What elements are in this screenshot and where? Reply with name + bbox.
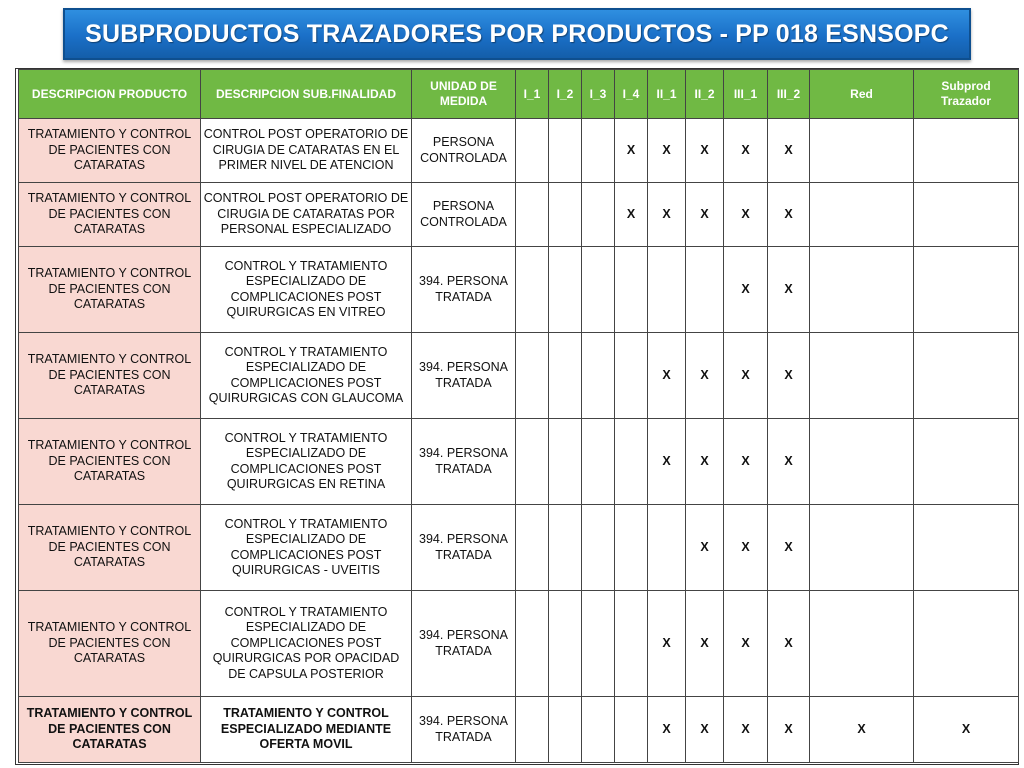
cell-unidad-medida: 394. PERSONA TRATADA (412, 505, 516, 591)
table-row (19, 333, 1019, 419)
header-descripcion-producto: DESCRIPCION PRODUCTO (19, 70, 201, 119)
cell-unidad-medida: 394. PERSONA TRATADA (412, 697, 516, 763)
cell-descripcion-producto: TRATAMIENTO Y CONTROL DE PACIENTES CON CATARATAS (19, 247, 201, 333)
cell-subprod-trazador (914, 333, 1019, 419)
cell-i-3 (582, 697, 615, 763)
cell-descripcion-subfinalidad: CONTROL Y TRATAMIENTO ESPECIALIZADO DE COMPLICACIONES POST QUIRURGICAS CON GLAUCOMA (201, 333, 412, 419)
cell-i-1 (516, 119, 549, 183)
cell-iii-2: X (768, 419, 810, 505)
cell-ii-2 (686, 247, 724, 333)
cell-iii-1: X (724, 183, 768, 247)
cell-descripcion-subfinalidad: CONTROL POST OPERATORIO DE CIRUGIA DE CATARATAS EN EL PRIMER NIVEL DE ATENCION (201, 119, 412, 183)
cell-i-4 (615, 419, 648, 505)
cell-i-2 (549, 505, 582, 591)
cell-ii-2: X (686, 697, 724, 763)
header-i-1: I_1 (516, 70, 549, 119)
cell-i-2 (549, 183, 582, 247)
cell-iii-2: X (768, 505, 810, 591)
cell-i-3 (582, 247, 615, 333)
cell-i-4: X (615, 119, 648, 183)
cell-iii-1: X (724, 247, 768, 333)
cell-ii-1: X (648, 119, 686, 183)
subproducts-table (18, 69, 1019, 763)
cell-i-2 (549, 119, 582, 183)
cell-descripcion-subfinalidad: CONTROL Y TRATAMIENTO ESPECIALIZADO DE COMPLICACIONES POST QUIRURGICAS EN RETINA (201, 419, 412, 505)
cell-i-4 (615, 591, 648, 697)
title-banner (63, 8, 971, 60)
cell-i-4 (615, 697, 648, 763)
cell-red: X (810, 697, 914, 763)
cell-descripcion-producto: TRATAMIENTO Y CONTROL DE PACIENTES CON CATARATAS (19, 505, 201, 591)
cell-ii-1: X (648, 183, 686, 247)
cell-unidad-medida: 394. PERSONA TRATADA (412, 419, 516, 505)
cell-ii-1 (648, 505, 686, 591)
cell-iii-1: X (724, 119, 768, 183)
cell-red (810, 419, 914, 505)
table-body (19, 119, 1019, 763)
cell-unidad-medida: 394. PERSONA TRATADA (412, 247, 516, 333)
cell-i-1 (516, 333, 549, 419)
cell-subprod-trazador (914, 505, 1019, 591)
cell-iii-1: X (724, 419, 768, 505)
cell-i-3 (582, 119, 615, 183)
cell-i-3 (582, 505, 615, 591)
header-iii-1: III_1 (724, 70, 768, 119)
cell-unidad-medida: 394. PERSONA TRATADA (412, 333, 516, 419)
cell-subprod-trazador: X (914, 697, 1019, 763)
table-row (19, 697, 1019, 763)
cell-descripcion-producto: TRATAMIENTO Y CONTROL DE PACIENTES CON CATARATAS (19, 119, 201, 183)
header-i-4: I_4 (615, 70, 648, 119)
header-ii-1: II_1 (648, 70, 686, 119)
table-row (19, 591, 1019, 697)
table-row (19, 247, 1019, 333)
cell-i-1 (516, 183, 549, 247)
cell-ii-1: X (648, 419, 686, 505)
cell-ii-1: X (648, 333, 686, 419)
cell-descripcion-subfinalidad: TRATAMIENTO Y CONTROL ESPECIALIZADO MEDIANTE OFERTA MOVIL (201, 697, 412, 763)
cell-i-3 (582, 333, 615, 419)
cell-red (810, 505, 914, 591)
header-descripcion-subfinalidad: DESCRIPCION SUB.FINALIDAD (201, 70, 412, 119)
cell-red (810, 591, 914, 697)
cell-i-4 (615, 247, 648, 333)
cell-i-2 (549, 247, 582, 333)
cell-unidad-medida: 394. PERSONA TRATADA (412, 591, 516, 697)
cell-ii-2: X (686, 591, 724, 697)
cell-iii-2: X (768, 247, 810, 333)
cell-red (810, 183, 914, 247)
header-i-3: I_3 (582, 70, 615, 119)
cell-iii-2: X (768, 591, 810, 697)
cell-descripcion-producto: TRATAMIENTO Y CONTROL DE PACIENTES CON CATARATAS (19, 183, 201, 247)
header-i-2: I_2 (549, 70, 582, 119)
cell-ii-2: X (686, 419, 724, 505)
cell-unidad-medida: PERSONA CONTROLADA (412, 183, 516, 247)
table-row (19, 183, 1019, 247)
header-unidad-medida: UNIDAD DE MEDIDA (412, 70, 516, 119)
cell-i-3 (582, 419, 615, 505)
cell-descripcion-subfinalidad: CONTROL Y TRATAMIENTO ESPECIALIZADO DE COMPLICACIONES POST QUIRURGICAS POR OPACIDAD DE CAPSULA POSTERIOR (201, 591, 412, 697)
header-ii-2: II_2 (686, 70, 724, 119)
cell-i-2 (549, 333, 582, 419)
cell-ii-2: X (686, 119, 724, 183)
cell-iii-1: X (724, 591, 768, 697)
cell-ii-2: X (686, 333, 724, 419)
header-iii-2: III_2 (768, 70, 810, 119)
cell-i-2 (549, 697, 582, 763)
table-row (19, 119, 1019, 183)
cell-descripcion-subfinalidad: CONTROL Y TRATAMIENTO ESPECIALIZADO DE COMPLICACIONES POST QUIRURGICAS EN VITREO (201, 247, 412, 333)
cell-red (810, 247, 914, 333)
cell-descripcion-subfinalidad: CONTROL Y TRATAMIENTO ESPECIALIZADO DE COMPLICACIONES POST QUIRURGICAS - UVEITIS (201, 505, 412, 591)
cell-i-4 (615, 505, 648, 591)
cell-ii-2: X (686, 505, 724, 591)
cell-i-4 (615, 333, 648, 419)
cell-iii-1: X (724, 333, 768, 419)
cell-iii-2: X (768, 697, 810, 763)
cell-i-1 (516, 505, 549, 591)
cell-ii-1: X (648, 697, 686, 763)
cell-iii-2: X (768, 183, 810, 247)
cell-ii-1: X (648, 591, 686, 697)
cell-descripcion-producto: TRATAMIENTO Y CONTROL DE PACIENTES CON CATARATAS (19, 333, 201, 419)
cell-i-2 (549, 419, 582, 505)
cell-i-1 (516, 247, 549, 333)
cell-subprod-trazador (914, 591, 1019, 697)
cell-descripcion-producto: TRATAMIENTO Y CONTROL DE PACIENTES CON CATARATAS (19, 697, 201, 763)
table-row (19, 505, 1019, 591)
header-red: Red (810, 70, 914, 119)
cell-descripcion-producto: TRATAMIENTO Y CONTROL DE PACIENTES CON CATARATAS (19, 591, 201, 697)
header-subprod-trazador: Subprod Trazador (914, 70, 1019, 119)
cell-i-2 (549, 591, 582, 697)
cell-iii-2: X (768, 333, 810, 419)
cell-iii-2: X (768, 119, 810, 183)
cell-unidad-medida: PERSONA CONTROLADA (412, 119, 516, 183)
cell-i-1 (516, 419, 549, 505)
cell-i-3 (582, 591, 615, 697)
cell-descripcion-subfinalidad: CONTROL POST OPERATORIO DE CIRUGIA DE CATARATAS POR PERSONAL ESPECIALIZADO (201, 183, 412, 247)
cell-i-4: X (615, 183, 648, 247)
header-row (19, 70, 1019, 119)
cell-i-1 (516, 697, 549, 763)
table-row (19, 419, 1019, 505)
cell-i-3 (582, 183, 615, 247)
cell-subprod-trazador (914, 119, 1019, 183)
cell-subprod-trazador (914, 419, 1019, 505)
cell-red (810, 333, 914, 419)
cell-subprod-trazador (914, 183, 1019, 247)
cell-iii-1: X (724, 505, 768, 591)
cell-i-1 (516, 591, 549, 697)
cell-red (810, 119, 914, 183)
cell-subprod-trazador (914, 247, 1019, 333)
cell-ii-2: X (686, 183, 724, 247)
page-title: SUBPRODUCTOS TRAZADORES POR PRODUCTOS - PP 018 ESNSOPC (85, 19, 949, 48)
cell-iii-1: X (724, 697, 768, 763)
cell-descripcion-producto: TRATAMIENTO Y CONTROL DE PACIENTES CON CATARATAS (19, 419, 201, 505)
cell-ii-1 (648, 247, 686, 333)
